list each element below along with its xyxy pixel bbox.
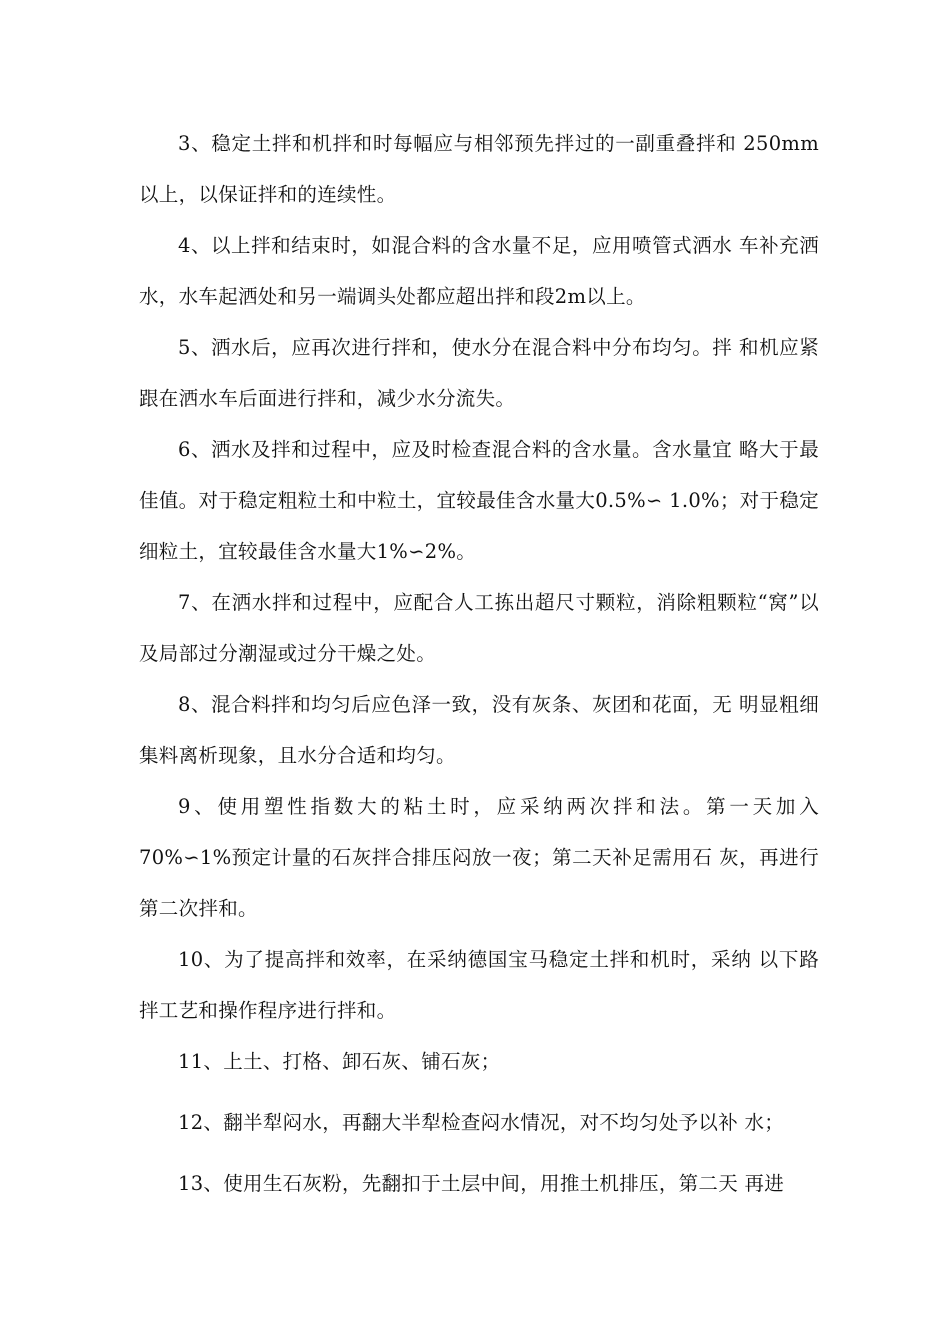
- paragraph-9: 9、使用塑性指数大的粘土时，应采纳两次拌和法。第一天加入 70%∽1%预定计量的石灰拌合排压闷放一夜；第二天补足需用石 灰，再进行第二次拌和。: [139, 795, 819, 920]
- paragraph-7: 7、在洒水拌和过程中，应配合人工拣出超尺寸颗粒，消除粗颗粒“窝”以及局部过分潮湿或过分干燥之处。: [139, 591, 819, 665]
- paragraph-11: 11、上土、打格、卸石灰、铺石灰；: [178, 1050, 501, 1073]
- paragraph-3: 3、稳定土拌和机拌和时每幅应与相邻预先拌过的一副重叠拌和 250mm以上，以保证拌和的连续性。: [139, 132, 819, 206]
- paragraph-10: 10、为了提高拌和效率，在采纳德国宝马稳定土拌和机时，采纳 以下路拌工艺和操作程序进行拌和。: [139, 948, 819, 1022]
- paragraph-5: 5、洒水后，应再次进行拌和，使水分在混合料中分布均匀。拌 和机应紧跟在洒水车后面进行拌和，减少水分流失。: [139, 336, 819, 410]
- paragraph-6: 6、洒水及拌和过程中，应及时检查混合料的含水量。含水量宜 略大于最佳值。对于稳定粗粒土和中粒土，宜较最佳含水量大0.5%∽ 1.0%；对于稳定细粒土，宜较最佳含水量大1%∽2%。: [139, 438, 819, 563]
- paragraph-12: 12、翻半犁闷水，再翻大半犁检查闷水情况，对不均匀处予以补 水；: [178, 1111, 785, 1134]
- paragraph-4: 4、以上拌和结束时，如混合料的含水量不足，应用喷管式洒水 车补充洒水，水车起洒处和另一端调头处都应超出拌和段2m以上。: [139, 234, 819, 308]
- paragraph-13: 13、使用生石灰粉，先翻扣于土层中间，用推土机排压，第二天 再进: [178, 1172, 785, 1195]
- document-page: [139, 118, 819, 1209]
- paragraph-8: 8、混合料拌和均匀后应色泽一致，没有灰条、灰团和花面，无 明显粗细集料离析现象，且水分合适和均匀。: [139, 693, 819, 767]
